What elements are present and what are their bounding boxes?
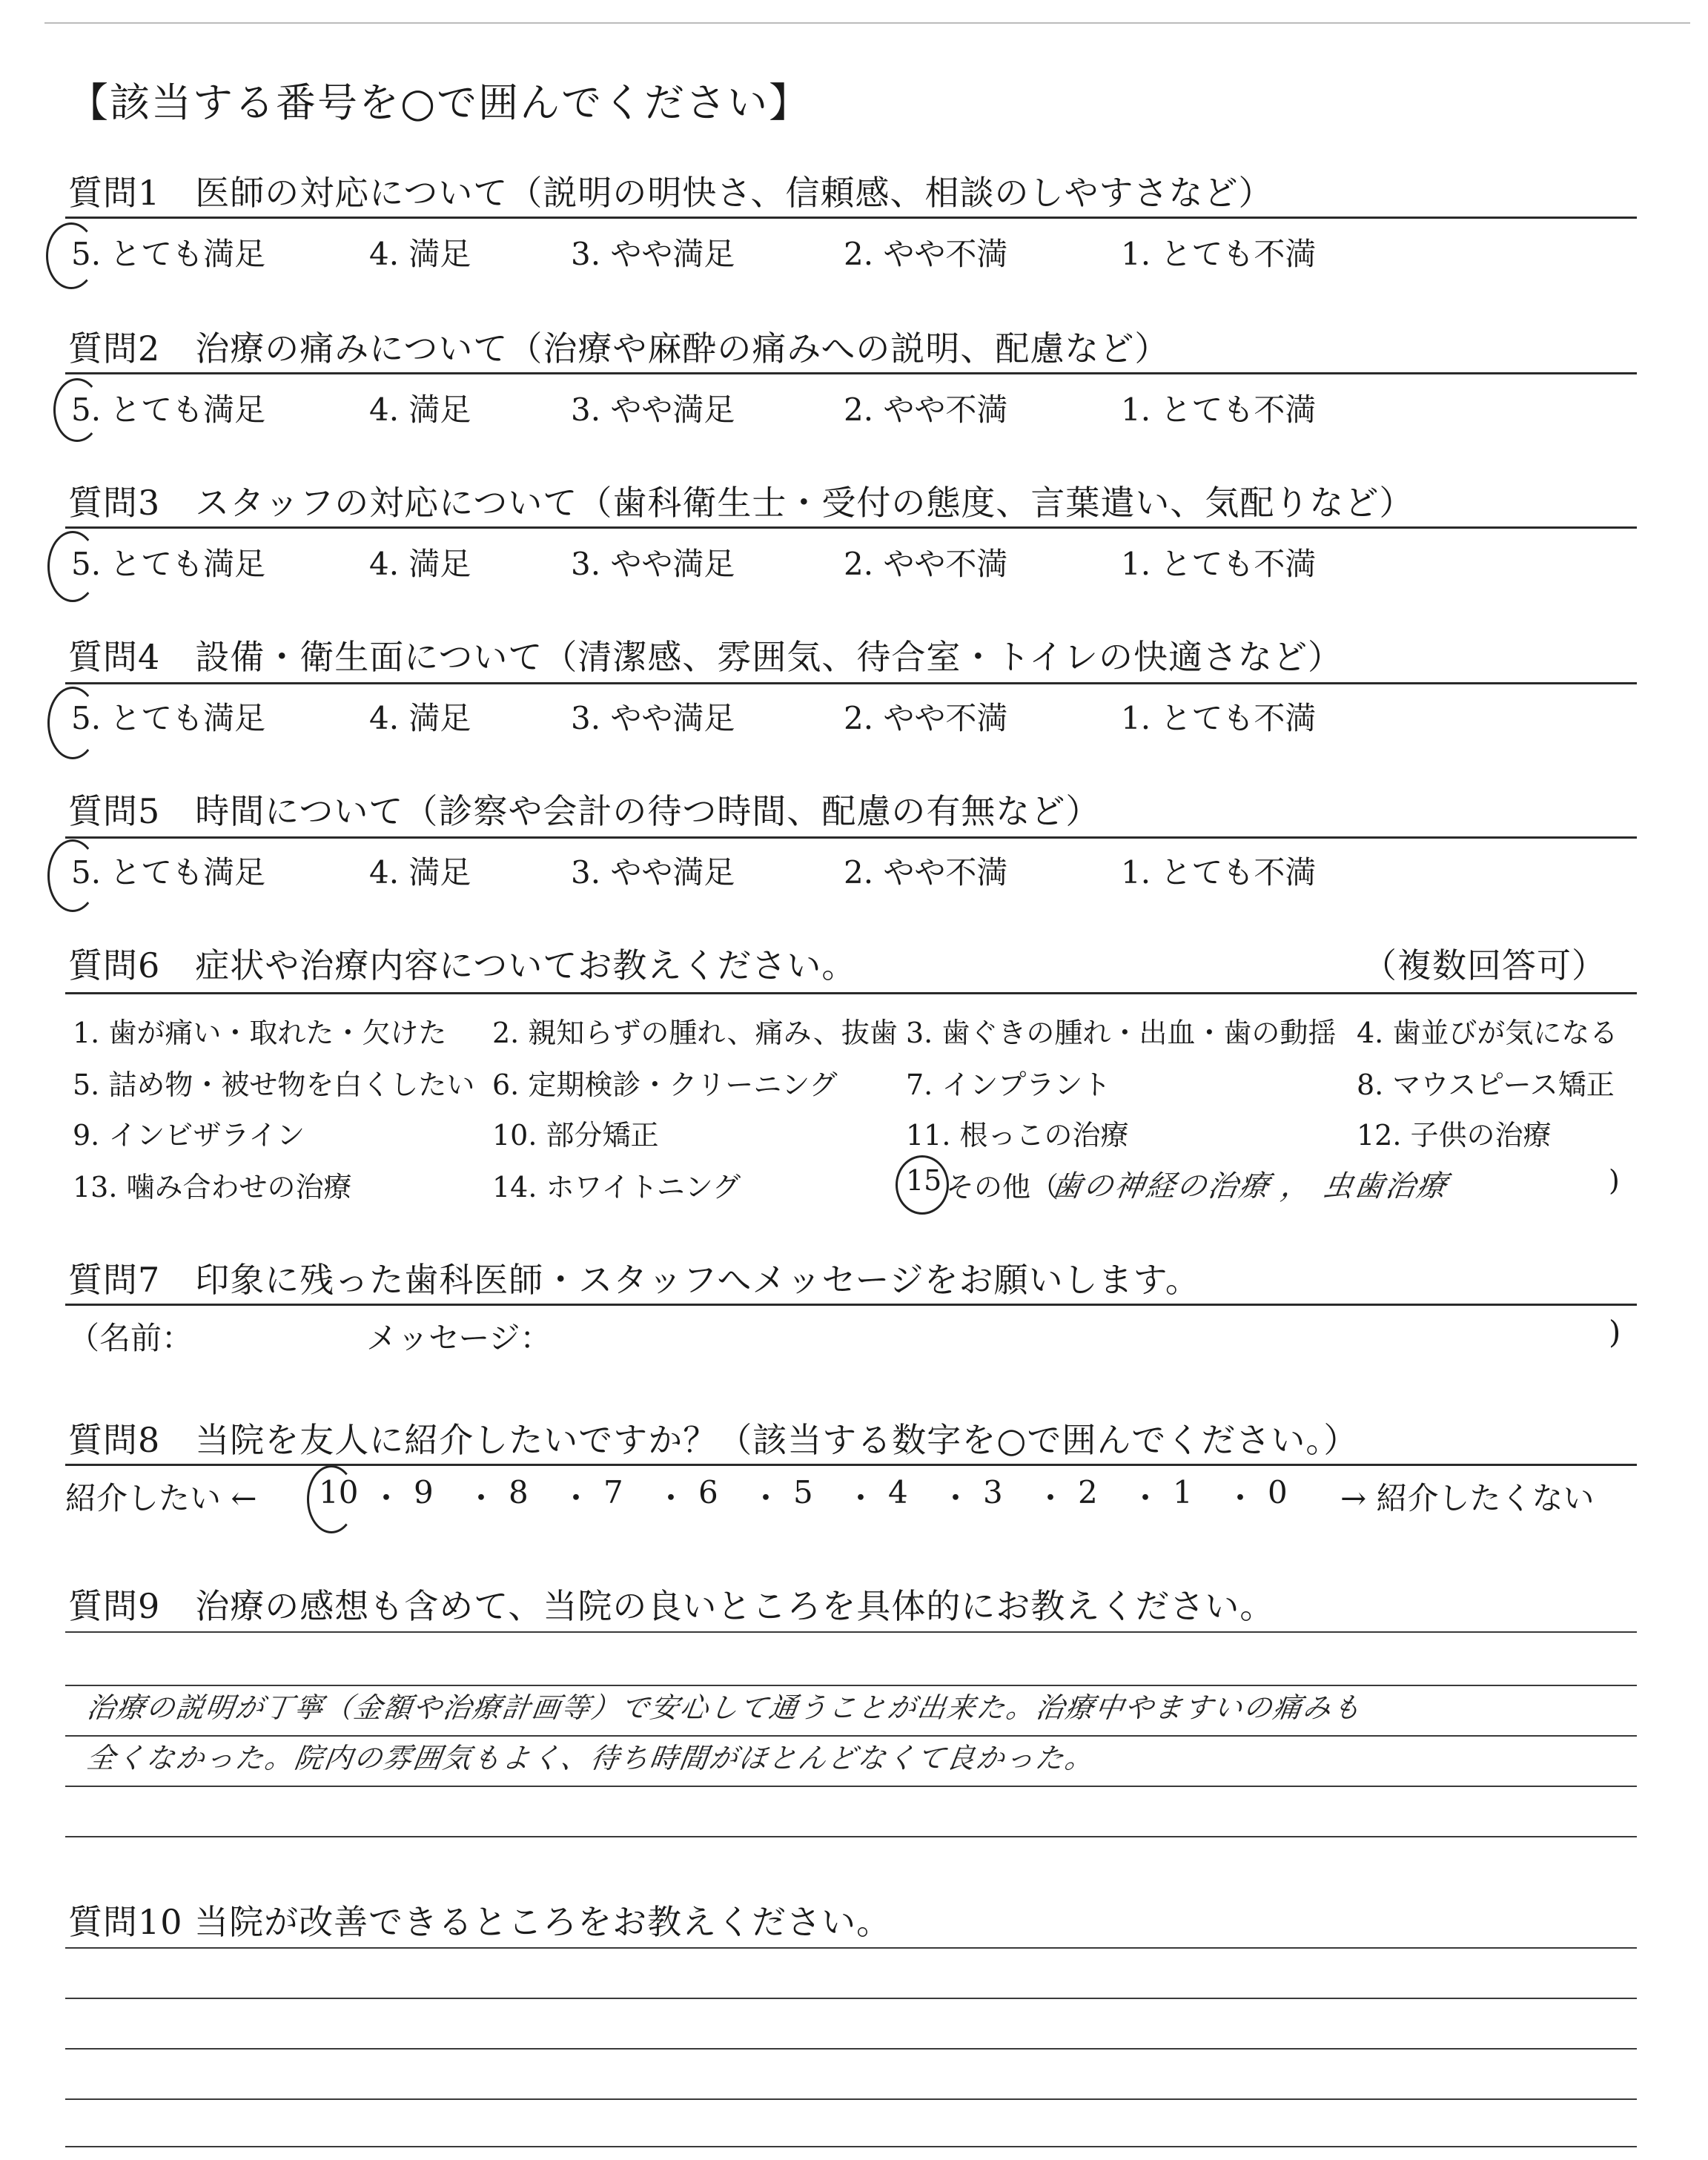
q8-scale-option-6[interactable]: 6 (698, 1474, 718, 1510)
top-edge-line (44, 22, 1690, 24)
q5-option-5[interactable]: 5. とても満足 (71, 854, 266, 891)
q2-option-1[interactable]: 1. とても不満 (1121, 392, 1317, 428)
q6-item-1[interactable]: 1. 歯が痛い・取れた・欠けた (73, 1017, 447, 1049)
q3-option-1[interactable]: 1. とても不満 (1121, 546, 1317, 582)
q8-scale-separator: ・ (655, 1480, 687, 1516)
q3-option-2[interactable]: 2. やや不満 (844, 546, 1008, 582)
q10-line-4 (65, 2098, 1637, 2100)
q6-item-10[interactable]: 10. 部分矯正 (492, 1119, 659, 1152)
q4-option-5[interactable]: 5. とても満足 (71, 700, 266, 736)
q8-title: 質問8 当院を友人に紹介したいですか？（該当する数字を○で囲んでください。） (68, 1420, 1359, 1460)
q8-right-label: → 紹介したくない (1340, 1480, 1595, 1516)
q6-item-13[interactable]: 13. 噛み合わせの治療 (73, 1171, 352, 1203)
q2-option-3[interactable]: 3. やや満足 (571, 392, 735, 428)
q7-close-paren: ) (1609, 1314, 1621, 1350)
q9-title: 質問9 治療の感想も含めて、当院の良いところを具体的にお教えください。 (68, 1586, 1275, 1626)
q8-scale-separator: ・ (1225, 1480, 1257, 1516)
q9-line-5 (65, 1836, 1637, 1837)
q8-scale-separator: ・ (940, 1480, 972, 1516)
q3-option-4[interactable]: 4. 満足 (369, 546, 471, 582)
q8-scale-option-0[interactable]: 0 (1268, 1474, 1288, 1510)
q6-item-4[interactable]: 4. 歯並びが気になる (1357, 1017, 1618, 1049)
q7-rule (65, 1304, 1637, 1306)
q10-line-2 (65, 1998, 1637, 1999)
q8-scale-option-9[interactable]: 9 (414, 1474, 434, 1510)
q8-scale-option-3[interactable]: 3 (983, 1474, 1003, 1510)
q8-scale-separator: ・ (845, 1480, 877, 1516)
q4-option-2[interactable]: 2. やや不満 (844, 700, 1008, 736)
q8-scale-option-4[interactable]: 4 (888, 1474, 908, 1510)
q1-rule (65, 217, 1637, 219)
q10-line-5 (65, 2146, 1637, 2147)
q6-rule (65, 992, 1637, 994)
q8-scale-option-5[interactable]: 5 (793, 1474, 813, 1510)
q6-item-15-number[interactable]: 15 (906, 1164, 942, 1197)
q6-multi-note: （複数回答可） (1363, 945, 1606, 985)
q9-line-4 (65, 1786, 1637, 1787)
q9-answer-line-2[interactable]: 全くなかった。院内の雰囲気もよく、待ち時間がほとんどなくて良かった。 (85, 1742, 1097, 1774)
q6-item-14[interactable]: 14. ホワイトニング (492, 1171, 741, 1203)
q1-option-1[interactable]: 1. とても不満 (1121, 236, 1317, 272)
q2-rule (65, 372, 1637, 374)
q6-item-3[interactable]: 3. 歯ぐきの腫れ・出血・歯の動揺 (906, 1017, 1337, 1049)
q10-line-3 (65, 2048, 1637, 2050)
q8-scale-separator: ・ (1035, 1480, 1067, 1516)
q8-scale-separator: ・ (466, 1480, 497, 1516)
q4-option-3[interactable]: 3. やや満足 (571, 700, 735, 736)
q6-other-handwritten[interactable]: 歯の神経の治療 ， 虫歯治療 (1050, 1169, 1451, 1203)
q9-answer-line-1[interactable]: 治療の説明が丁寧（金額や治療計画等）で安心して通うことが出来た。治療中やますいの痛みも (85, 1691, 1365, 1724)
q1-option-5[interactable]: 5. とても満足 (71, 236, 266, 272)
q5-rule (65, 836, 1637, 839)
q3-option-5[interactable]: 5. とても満足 (71, 546, 266, 582)
q8-left-label: 紹介したい ← (65, 1480, 257, 1516)
q1-option-3[interactable]: 3. やや満足 (571, 236, 735, 272)
q4-title: 質問4 設備・衛生面について（清潔感、雰囲気、待合室・トイレの快適さなど） (68, 637, 1343, 677)
q3-title: 質問3 スタッフの対応について（歯科衛生士・受付の態度、言葉遣い、気配りなど） (68, 483, 1414, 523)
q6-item-11[interactable]: 11. 根っこの治療 (906, 1119, 1129, 1152)
q1-option-2[interactable]: 2. やや不満 (844, 236, 1008, 272)
q2-option-2[interactable]: 2. やや不満 (844, 392, 1008, 428)
q6-item-6[interactable]: 6. 定期検診・クリーニング (492, 1069, 838, 1101)
q6-item-15-other-label: その他（ (946, 1171, 1059, 1203)
q7-title: 質問7 印象に残った歯科医師・スタッフへメッセージをお願いします。 (68, 1260, 1200, 1300)
q8-rule (65, 1464, 1637, 1466)
q6-item-12[interactable]: 12. 子供の治療 (1357, 1119, 1552, 1152)
q10-line-1 (65, 1947, 1637, 1949)
q8-scale-option-8[interactable]: 8 (509, 1474, 529, 1510)
q3-option-3[interactable]: 3. やや満足 (571, 546, 735, 582)
instruction-header: 【該当する番号を○で囲んでください】 (68, 79, 811, 126)
q8-scale-separator: ・ (750, 1480, 782, 1516)
q8-scale-option-7[interactable]: 7 (603, 1474, 623, 1510)
q8-scale-option-1[interactable]: 1 (1173, 1474, 1193, 1510)
q1-title: 質問1 医師の対応について（説明の明快さ、信頼感、相談のしやすさなど） (68, 173, 1274, 213)
q6-item-5[interactable]: 5. 詰め物・被せ物を白くしたい (73, 1069, 475, 1101)
q6-item-9[interactable]: 9. インビザライン (73, 1119, 305, 1152)
q2-option-4[interactable]: 4. 満足 (369, 392, 471, 428)
q7-message-label: メッセージ： (366, 1320, 552, 1356)
q8-scale-separator: ・ (1130, 1480, 1162, 1516)
q8-scale-option-2[interactable]: 2 (1078, 1474, 1098, 1510)
q4-option-1[interactable]: 1. とても不満 (1121, 700, 1317, 736)
q6-item-2[interactable]: 2. 親知らずの腫れ、痛み、抜歯 (492, 1017, 898, 1049)
q5-title: 質問5 時間について（診察や会計の待つ時間、配慮の有無など） (68, 791, 1101, 831)
q5-option-1[interactable]: 1. とても不満 (1121, 854, 1317, 891)
q9-line-1 (65, 1631, 1637, 1633)
q6-item-7[interactable]: 7. インプラント (906, 1069, 1111, 1101)
q6-other-close-paren: ) (1609, 1164, 1620, 1197)
q10-title: 質問10 当院が改善できるところをお教えください。 (68, 1902, 892, 1942)
q5-option-4[interactable]: 4. 満足 (369, 854, 471, 891)
q8-scale-separator: ・ (560, 1480, 592, 1516)
q6-title: 質問6 症状や治療内容についてお教えください。 (68, 945, 857, 985)
q5-option-3[interactable]: 3. やや満足 (571, 854, 735, 891)
q8-scale-option-10[interactable]: 10 (319, 1474, 359, 1510)
q4-rule (65, 682, 1637, 684)
q8-scale-separator: ・ (371, 1480, 403, 1516)
q4-option-4[interactable]: 4. 満足 (369, 700, 471, 736)
q3-rule (65, 526, 1637, 529)
q7-name-label: （名前： (68, 1320, 193, 1356)
q2-option-5[interactable]: 5. とても満足 (71, 392, 266, 428)
q5-option-2[interactable]: 2. やや不満 (844, 854, 1008, 891)
q6-item-8[interactable]: 8. マウスピース矯正 (1357, 1069, 1615, 1101)
q1-option-4[interactable]: 4. 満足 (369, 236, 471, 272)
q2-title: 質問2 治療の痛みについて（治療や麻酔の痛みへの説明、配慮など） (68, 328, 1170, 369)
